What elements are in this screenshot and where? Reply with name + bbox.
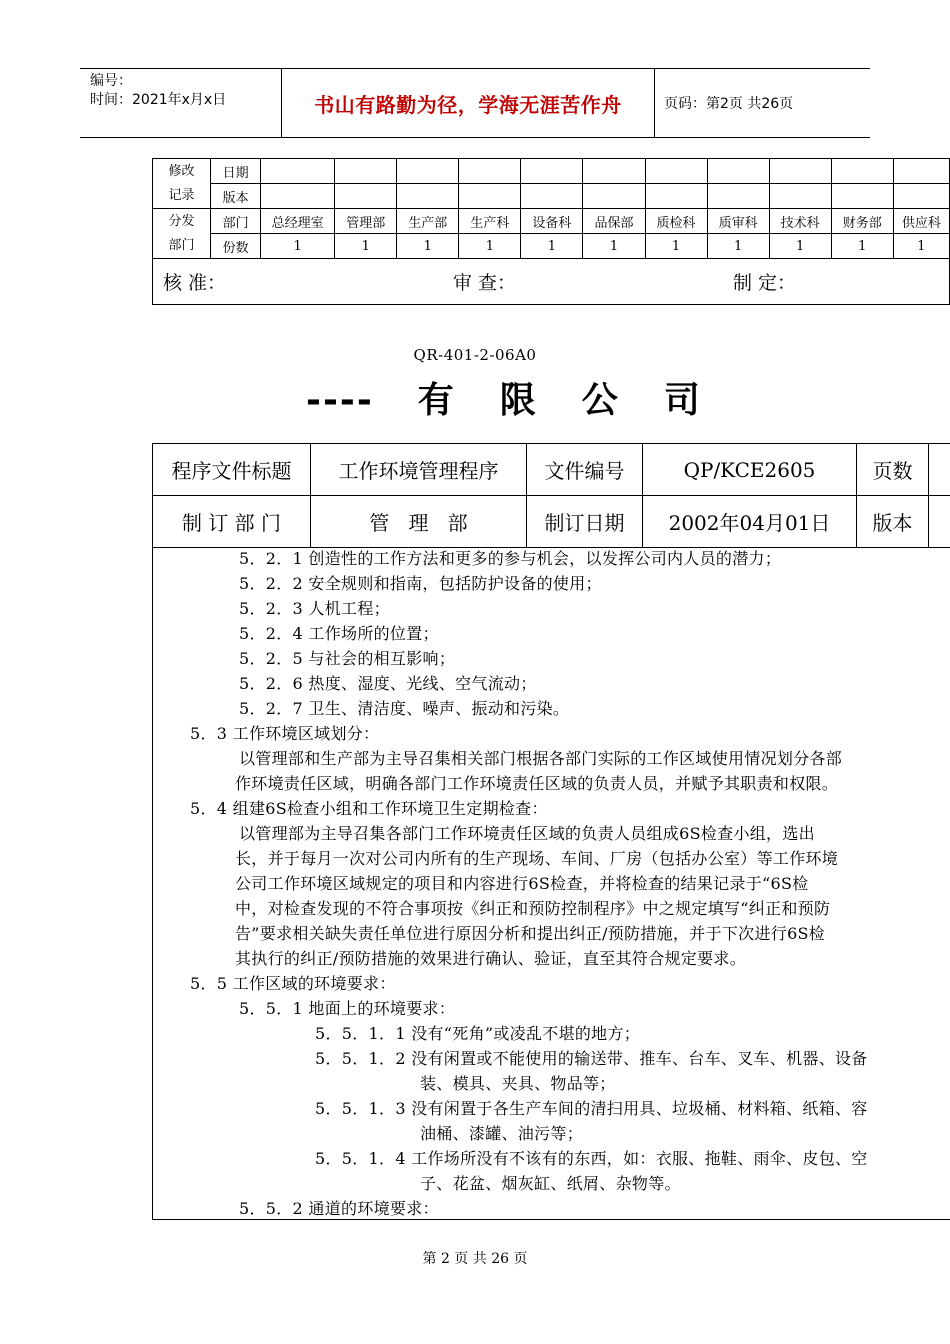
dept-cell: 总经理室 [261,209,335,234]
dept-cell: 生产部 [397,209,459,234]
copies-cell: 1 [521,234,583,259]
title-label: 程序文件标题 [153,444,311,496]
date-value: 2002年04月01日 [643,496,857,548]
dept-cell: 财务部 [831,209,893,234]
procedure-info-table [152,443,950,548]
body-line: 5．5．1．3 没有闲置于各生产车间的清扫用具、垃圾桶、材料箱、纸箱、容 [315,1099,868,1118]
number-value: QP/KCE2605 [643,444,857,496]
dept-cell: 品保部 [583,209,645,234]
revision-group-label: 修改 记录 [153,159,211,209]
body-line: 装、模具、夹具、物品等； [420,1074,616,1093]
body-line: 子、花盆、烟灰缸、纸屑、杂物等。 [420,1174,681,1193]
body-line: 5．5．2 通道的环境要求： [239,1199,439,1218]
dept-cell: 管理部 [335,209,397,234]
signature-row [153,259,950,305]
dept-label: 制 订 部 门 [153,496,311,548]
body-line: 5．5 工作区域的环境要求： [190,974,396,993]
dept-cell: 质检科 [645,209,707,234]
body-line: 5．2．5 与社会的相互影响； [239,649,456,668]
dept-cell: 生产科 [459,209,521,234]
doc-number-label: 编号： [90,73,132,89]
header-meta [80,69,282,137]
body-line: 公司工作环境区域规定的项目和内容进行6S检查，并将检查的结果记录于“6S检 [235,874,809,893]
copies-cell: 1 [583,234,645,259]
copies-cell: 1 [459,234,521,259]
dept-value: 管 理 部 [311,496,527,548]
procedure-body [152,545,950,1220]
body-line: 5．2．6 热度、湿度、光线、空气流动； [239,674,537,693]
body-line: 5．3 工作环境区域划分： [190,724,380,743]
time-label: 时间：2021年x月x日 [90,92,227,108]
dept-row-label: 部门 [211,209,261,234]
copies-cell: 1 [397,234,459,259]
date-label: 制订日期 [527,496,643,548]
number-label: 文件编号 [527,444,643,496]
motto: 书山有路勤为径，学海无涯苦作舟 [282,69,655,137]
approve-label: 核 准： [163,272,227,294]
copies-cell: 1 [261,234,335,259]
body-line: 5．5．1．2 没有闲置或不能使用的输送带、推车、台车、叉车、机器、设备 [315,1049,868,1068]
body-line: 5．4 组建6S检查小组和工作环境卫生定期检查： [190,799,548,818]
page-indicator: 页码：第2页 共26页 [664,96,794,112]
body-line: 5．2．1 创造性的工作方法和更多的参与机会，以发挥公司内人员的潜力； [239,549,782,568]
prepare-label: 制 定： [733,272,797,294]
company-name: ---- 有 限 公 司 [306,380,702,421]
body-line: 以管理部和生产部为主导召集相关部门根据各部门实际的工作区域使用情况划分各部 [239,749,843,768]
body-line: 5．5．1．1 没有“死角”或凌乱不堪的地方； [315,1024,641,1043]
body-line: 长，并于每月一次对公司内所有的生产现场、车间、厂房（包括办公室）等工作环境 [235,849,839,868]
body-line: 5．2．3 人机工程； [239,599,390,618]
review-label: 审 查： [453,272,517,294]
copies-row-label: 份数 [211,234,261,259]
dept-cell: 设备科 [521,209,583,234]
copies-cell: 1 [707,234,769,259]
page-footer: 第 2 页 共 26 页 [422,1251,528,1267]
body-line: 作环境责任区域，明确各部门工作环境责任区域的负责人员，并赋予其职责和权限。 [235,774,839,793]
pages-label: 页数 [857,444,929,496]
page-header [80,68,870,138]
version-label: 版本 [857,496,929,548]
dept-cell: 质审科 [707,209,769,234]
body-line: 中，对检查发现的不符合事项按《纠正和预防控制程序》中之规定填写“纠正和预防 [235,899,831,918]
body-line: 以管理部为主导召集各部门工作环境责任区域的负责人员组成6S检查小组，选出 [239,824,815,843]
body-line: 油桶、漆罐、油污等； [420,1124,584,1143]
dept-cell: 供应科 [893,209,949,234]
copies-cell: 1 [769,234,831,259]
version-row-label: 版本 [211,184,261,209]
body-line: 5．2．7 卫生、清洁度、噪声、振动和污染。 [239,699,570,718]
body-line: 告”要求相关缺失责任单位进行原因分析和提出纠正/预防措施，并于下次进行6S检 [235,924,826,943]
title-value: 工作环境管理程序 [311,444,527,496]
distribution-group-label: 分发 部门 [153,209,211,259]
body-line: 5．5．1．4 工作场所没有不该有的东西，如：衣服、拖鞋、雨伞、皮包、空 [315,1149,868,1168]
copies-cell: 1 [893,234,949,259]
document-code: QR-401-2-06A0 [413,346,537,364]
body-line: 5．2．4 工作场所的位置； [239,624,439,643]
body-line: 5．2．2 安全规则和指南，包括防护设备的使用； [239,574,602,593]
date-row-label: 日期 [211,159,261,184]
revision-distribution-table [152,158,950,305]
body-line: 5．5．1 地面上的环境要求： [239,999,456,1018]
copies-cell: 1 [335,234,397,259]
company-prefix: ---- [306,380,374,421]
body-line: 其执行的纠正/预防措施的效果进行确认、验证，直至其符合规定要求。 [235,949,746,968]
copies-cell: 1 [645,234,707,259]
copies-cell: 1 [831,234,893,259]
dept-cell: 技术科 [769,209,831,234]
